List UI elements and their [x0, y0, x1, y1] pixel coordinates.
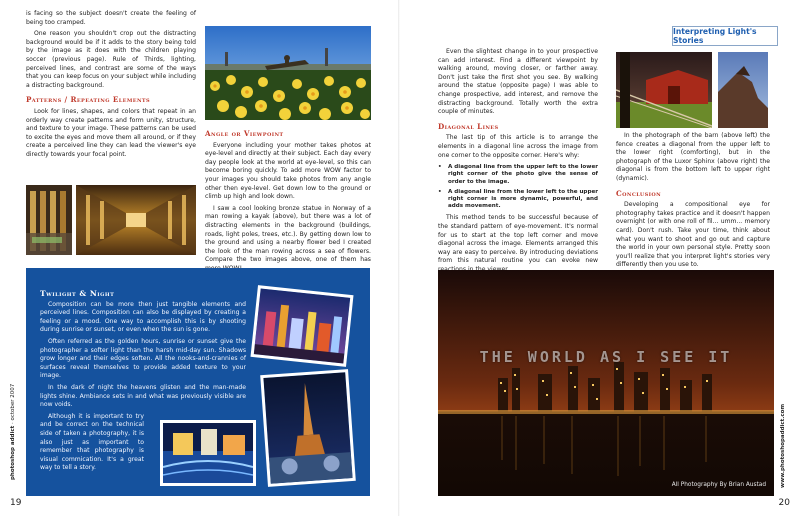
- section-tag: Interpreting Light's Stories: [672, 26, 778, 46]
- twilight-paragraph-1: Composition can be more then just tangible elements and perceived lines. Composition can also be displayed by creating a feeling or a mood. One way to accomplish this is by shooting during sunrise or sunset, or even when the sun is gone.: [40, 300, 246, 334]
- flowers-statue-photo: [205, 26, 371, 120]
- angle-heading: Angle or Viewpoint: [205, 129, 284, 138]
- bullet-item: [438, 164, 598, 186]
- diagonal-paragraph-1: The last tip of this article is to arrange the elements in a diagonal line across the image from one corner to the opposite corner. Here's why:: [438, 134, 598, 159]
- bullet-dot: •: [438, 188, 442, 195]
- angle-paragraph-1: Everyone including your mother takes photos at eye-level and directly at their subject. Each day every day people look at the world at eye-level, so this can become boring quickly. To add more WOW factor to your images you should take photos from any angle other then eye-level. Get down low to the ground or climb up high and look down.: [205, 141, 371, 201]
- patterns-photo-2: [76, 185, 196, 255]
- patterns-paragraph: Look for lines, shapes, and colors that repeat in an orderly way create patterns and form unity, structure, and texture to your image. These patterns can be used to excite the eyes and move them all around, or if they create a perceived line they can lead the viewer's eye directly towards your focal point.: [26, 107, 196, 158]
- right-page: [400, 0, 800, 516]
- angle-paragraph-2: I saw a cool looking bronze statue in Norway of a man rowing a kayak (above), but there was a lot of distracting elements in the background (buildings, roads, light poles, trees, etc.). By getting down low to the ground and using a nearby flower bed I created the look of the man rowing across a sea of flowers. Compare the two images above, one of them has: [205, 204, 371, 264]
- right-side-credit: [780, 404, 786, 488]
- twilight-paragraph-4: Although it is important to try and be correct on the technical side of taken a photography, it is also just as important to remember that photography is visual commication. It's a great way to tell a story.: [40, 412, 144, 472]
- right-column-1: [438, 48, 598, 275]
- vegas-photo-1: [250, 285, 353, 367]
- crop-paragraph: One reason you shouldn't crop out the distracting background would be if it adds to the story being told by the image as it does with the children playing soccer (previous page). Rule of Thirds, lighting, perceived lines, and contrast are some of the ways that you can keep focus on your subject while including a distracting background.: [26, 30, 197, 89]
- viewpoint-paragraph: Even the slightest change in to your prospective can add interest. Find a different viewpoint by walking around, moving closer, or farther away. Don't just take the first shot you see. By walking around the statue (opposite page) I was able to change prospective, add interest, and remove the distracting background. Totally worth the extra couple of minutes.: [438, 48, 598, 116]
- twilight-box: [26, 268, 370, 496]
- page-number-left: 19: [10, 498, 22, 508]
- conclusion-heading: Conclusion: [616, 188, 662, 198]
- website-url: www.photoshopaddict.com: [780, 403, 786, 488]
- patterns-photo-1: [26, 185, 72, 255]
- twilight-heading: Twilight & Night: [40, 289, 115, 298]
- page-number-right: 20: [778, 498, 790, 508]
- city-photo-title: THE WORLD AS I SEE IT: [479, 348, 733, 366]
- diagonal-heading: Diagonal Lines: [438, 121, 499, 131]
- right-column-2: [616, 132, 770, 270]
- conclusion-paragraph: Developing a compositional eye for photography takes practice and it doesn't happen overnight (or with one roll of fil... umm... memory card). Don't rush. Take your time, think about what you want to shoot and go out and capture the world in your own personal style. Pretty soon you'll realize that you interpret light's stories very differently then you use to.: [616, 201, 770, 269]
- intro-text: is facing so the subject doesn't create the feeling of being too cramped.: [26, 10, 196, 26]
- bullet-dot: •: [438, 164, 442, 171]
- left-column-2: [205, 124, 371, 274]
- vegas-photo-2: [160, 420, 256, 486]
- bullet-item: [438, 189, 598, 211]
- bullet-text: A diagonal line from the lower left to the upper right corner is more dynamic, powerful, and adds movement.: [448, 188, 598, 210]
- bullet-text: A diagonal line from the upper left to the lower right corner of the photo give the sense of order to the image.: [448, 164, 598, 185]
- left-side-credit: [10, 384, 16, 480]
- twilight-paragraph-2: Often referred as the golden hours, sunrise or sunset give the photographer a softer light than the harsh mid-day sun. Shadows grow longer and their edges soften. All the nooks-and-crannies of surfaces reveal themselves to provide added texture to your image.: [40, 337, 246, 380]
- barn-caption: In the photograph of the barn (above left) the fence creates a diagonal from the upper left to the lower right (comforting), but in the photograph of the Luxor Sphinx (above right) the diagonal is from the bottom left to upper right (dynamic).: [616, 132, 770, 182]
- vegas-photo-3: [260, 369, 356, 487]
- issue-date: · october 2007: [10, 383, 16, 425]
- diagonal-bullets: [438, 164, 598, 210]
- patterns-heading: Patterns / Repeating Elements: [26, 95, 151, 105]
- brand-name: photoshop addict: [10, 425, 16, 480]
- diagonal-paragraph-2: This method tends to be successful because of the standard pattern of eye-movement. It's normal for us to start at the top left corner and move diagonal across the image. Elements arranged this way are easy to perceive. By introducing deviations from this natural routine you can evoke new: [438, 214, 598, 265]
- sphinx-photo: [718, 52, 768, 128]
- photo-credit: All Photography By Brian Austad: [671, 482, 766, 488]
- city-skyline-photo: [438, 270, 774, 496]
- left-column-1: [26, 10, 196, 160]
- twilight-paragraph-3: In the dark of night the heavens glisten and the man-made lights shine. Ambiance sets in and what was previously visible are now voids.: [40, 383, 246, 409]
- barn-photo: [616, 52, 712, 128]
